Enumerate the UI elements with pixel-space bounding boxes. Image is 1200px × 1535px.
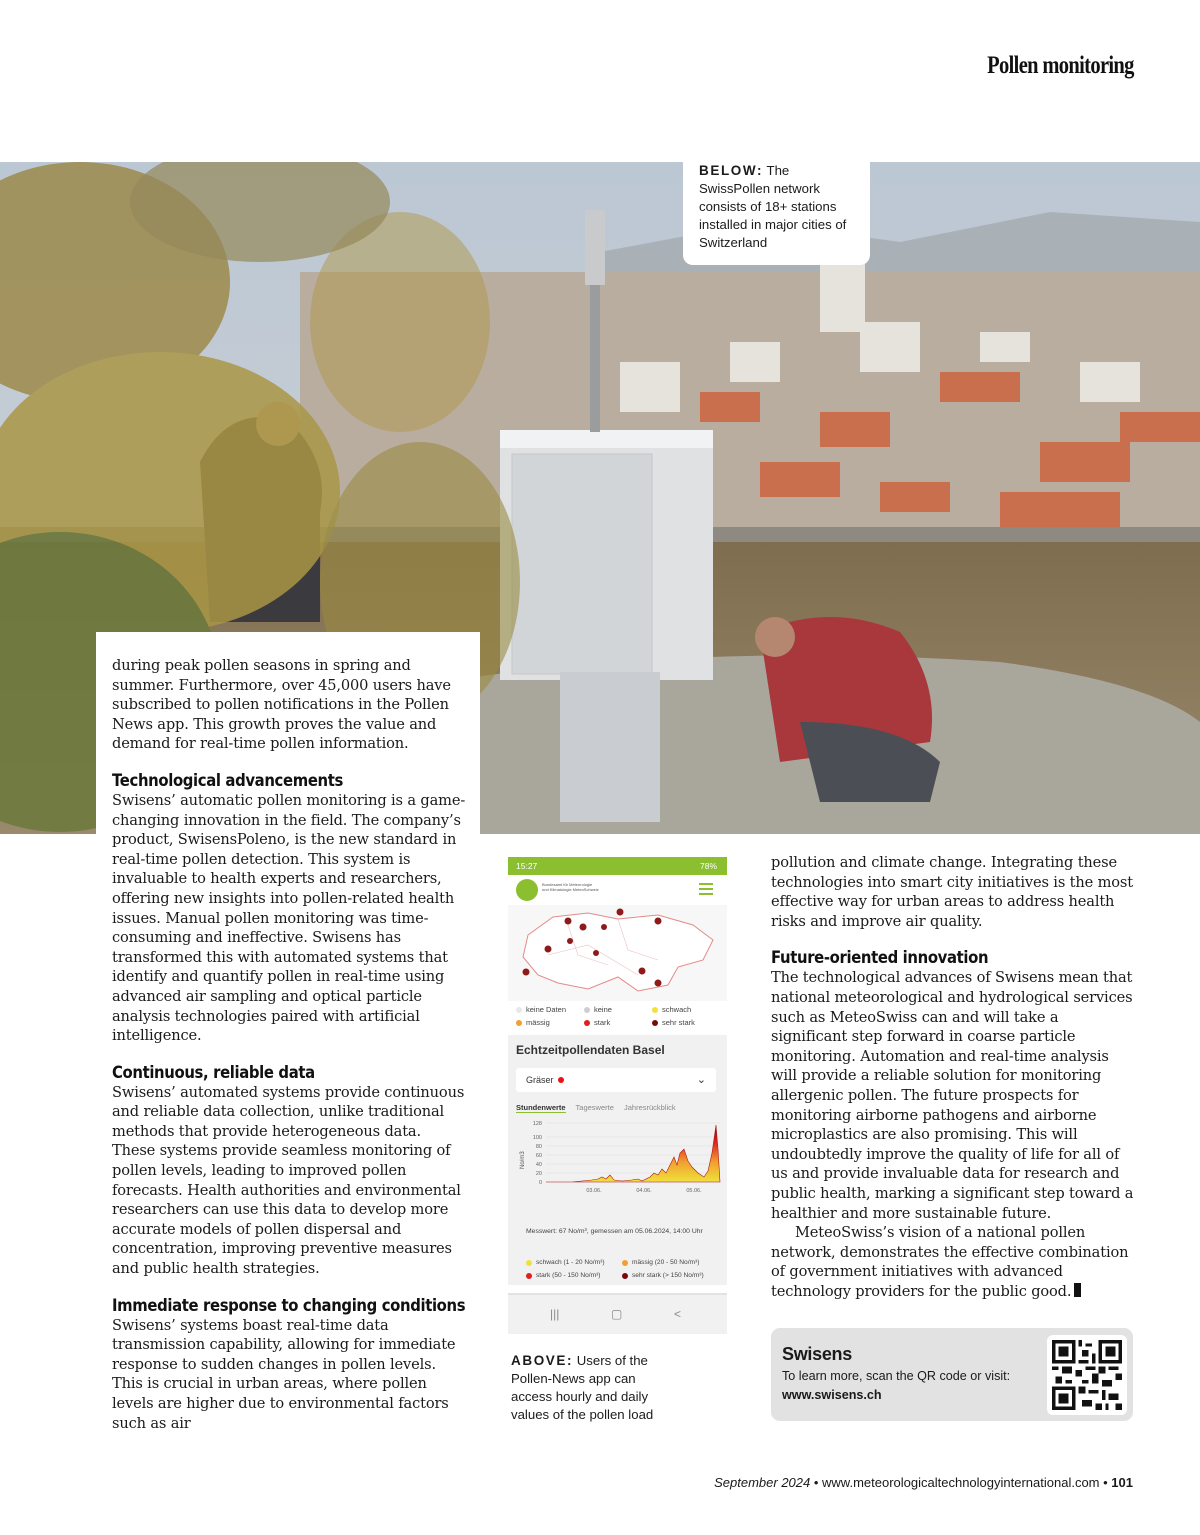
paragraph [771,1223,1135,1301]
chevron-down-icon: ⌄ [696,1074,706,1086]
y-tick: 60 [535,1153,542,1159]
legend-dot [652,1020,658,1026]
phone-battery: 78% [699,861,717,871]
end-mark [1074,1283,1081,1297]
company-info-box [771,1328,1133,1421]
legend-dot [622,1273,628,1279]
caption-lead: BELOW: [699,163,764,178]
status-dot [558,1077,564,1083]
issue-date: September 2024 [714,1475,811,1490]
separator: • [810,1475,823,1490]
legend-dot [584,1020,590,1026]
y-tick: 80 [535,1144,542,1150]
legend-label: stark [594,1018,611,1027]
qr-code[interactable] [1047,1335,1127,1415]
legend-label: mässig (20 - 50 No/m³) [632,1259,700,1266]
legend-dot [622,1260,628,1266]
article-column-right [771,853,1135,1301]
app-screenshot [508,857,727,1334]
promo-text: To learn more, scan the QR code or visit: [782,1369,1011,1383]
recent-apps-icon[interactable]: ||| [550,1307,560,1321]
y-tick: 100 [532,1135,542,1141]
home-icon[interactable]: ▢ [611,1307,623,1321]
legend-label: mässig [526,1018,550,1027]
select-value: Gräser [526,1075,554,1085]
switzerland-map [508,905,727,1001]
logo-line: Bundesamt für Meteorologie [542,882,593,887]
caption-text: The SwissPollen network consists of 18+ stations installed in major cities of Switzerland [699,163,847,250]
back-icon[interactable]: < [674,1307,682,1321]
level-legend [526,1256,726,1282]
paragraph-text: MeteoSwiss’s vision of a national pollen network, demonstrates the effective combination of government initiatives with advanced technology providers for the public good. [771,1224,1129,1300]
pollen-chart [512,1113,722,1199]
phone-nav-bar [508,1293,727,1334]
legend-label: keine [594,1005,612,1014]
subheading-continuous: Continuous, reliable data [112,1062,315,1082]
photo-caption-above [511,1352,676,1424]
legend-dot [526,1273,532,1279]
legend-label: schwach (1 - 20 No/m³) [536,1259,605,1266]
page-number: 101 [1111,1475,1133,1490]
map-legend [516,1003,721,1029]
panel-title: Echtzeitpollendaten Basel [516,1043,665,1057]
page-footer [714,1475,1133,1490]
paragraph: pollution and climate change. Integrating these technologies into smart city initiatives is the most effective way for urban areas to address health risks and improve air quality. [771,854,1133,930]
article-column-left [112,656,468,1433]
photo-caption-below [683,162,870,265]
x-tick: 05.06. [686,1188,702,1194]
y-tick: 20 [535,1171,542,1177]
logo-line: und Klimatologie MeteoSchweiz [542,887,599,892]
y-tick: 128 [532,1121,542,1127]
hamburger-menu-icon[interactable] [699,883,713,895]
legend-label: sehr stark [662,1018,695,1027]
section-title: Pollen monitoring [987,52,1134,79]
paragraph: during peak pollen seasons in spring and summer. Furthermore, over 45,000 users have subscribed to pollen notifications in the Pollen News app. This growth proves the value and demand for real-time pollen information. [112,657,451,753]
company-name: Swisens [782,1344,852,1364]
measurement-text: Messwert: 67 No/m³, gemessen am 05.06.2024, 14:00 Uhr [526,1228,703,1235]
x-tick: 03.06. [586,1188,602,1194]
pollen-type-select[interactable] [516,1068,716,1092]
separator: • [1099,1475,1112,1490]
legend-dot [516,1020,522,1026]
caption-text: Users of the Pollen-News app can access hourly and daily values of the pollen load [511,1353,654,1422]
subheading-future: Future-oriented innovation [771,948,989,968]
legend-dot [516,1007,522,1013]
paragraph: Swisens’ automatic pollen monitoring is a game-changing innovation in the field. The company’s product, SwisensPoleno, is the new standard in real-time pollen detection. This system is invaluable to health experts and researchers, offering new insights into pollen-related health issues. Manual pollen monitoring was time-consuming and ineffective. Swisens has transformed this with automated systems that identify and quantify pollen in real-time using advanced air sampling and optical particle analysis technologies paired with artificial intelligence. [112,791,466,1045]
legend-label: schwach [662,1005,692,1014]
tab-hourly[interactable]: Stundenwerte [516,1103,566,1112]
legend-label: keine Daten [526,1005,567,1014]
y-tick: 40 [535,1162,542,1168]
x-tick: 04.06. [636,1188,652,1194]
paragraph: Swisens’ systems boast real-time data transmission capability, allowing for immediate response to sudden changes in pollen levels. This is crucial in urban areas, where pollen levels are higher due to environmental factors such as air [112,1316,456,1432]
pollen-area-series [546,1125,720,1182]
pollen-data-panel [508,1035,727,1285]
tab-yearly[interactable]: Jahresrückblick [624,1103,676,1112]
website-url[interactable]: www.meteorologicaltechnologyinternational.com [822,1475,1100,1490]
paragraph: The technological advances of Swisens mean that national meteorological and hydrological services such as MeteoSwiss can and will take a significant step forward in coarse particle monitoring. Automation and real-time analysis will provide a reliable solution for monitoring allergenic pollen. The future prospects for monitoring airborne pathogens and airborne microplastics are also promising. This will undoubtedly improve the quality of life for all of us and provide invaluable data for research and public health, marking a significant step toward a healthier and more sustainable future. [771,969,1134,1222]
legend-dot [526,1260,532,1266]
subheading-immediate: Immediate response to changing conditions [112,1295,466,1315]
caption-lead: ABOVE: [511,1353,574,1368]
legend-dot [652,1007,658,1013]
subheading-technological: Technological advancements [112,770,343,790]
y-axis-label: No/m3 [520,1151,526,1169]
y-tick: 0 [538,1180,542,1186]
legend-label: stark (50 - 150 No/m³) [536,1272,601,1279]
meteoswiss-logo-icon [516,879,538,901]
tab-daily[interactable]: Tageswerte [575,1103,614,1112]
paragraph: Swisens’ automated systems provide continuous and reliable data collection, unlike traditional methods that provide heterogeneous data. These systems provide seamless monitoring of pollen levels, leading to improved pollen forecasts. Health authorities and environmental researchers can use this data to develop more accurate models of pollen dispersal and concentration, improving preventive measures and public health strategies. [112,1083,465,1278]
legend-label: sehr stark (> 150 No/m³) [632,1272,704,1279]
phone-status-bar [508,857,727,875]
app-logo-text [542,882,612,892]
company-url[interactable]: www.swisens.ch [782,1388,882,1402]
phone-time: 15:27 [516,861,538,871]
legend-dot [584,1007,590,1013]
chart-tabs [516,1103,684,1112]
app-header [508,875,727,905]
